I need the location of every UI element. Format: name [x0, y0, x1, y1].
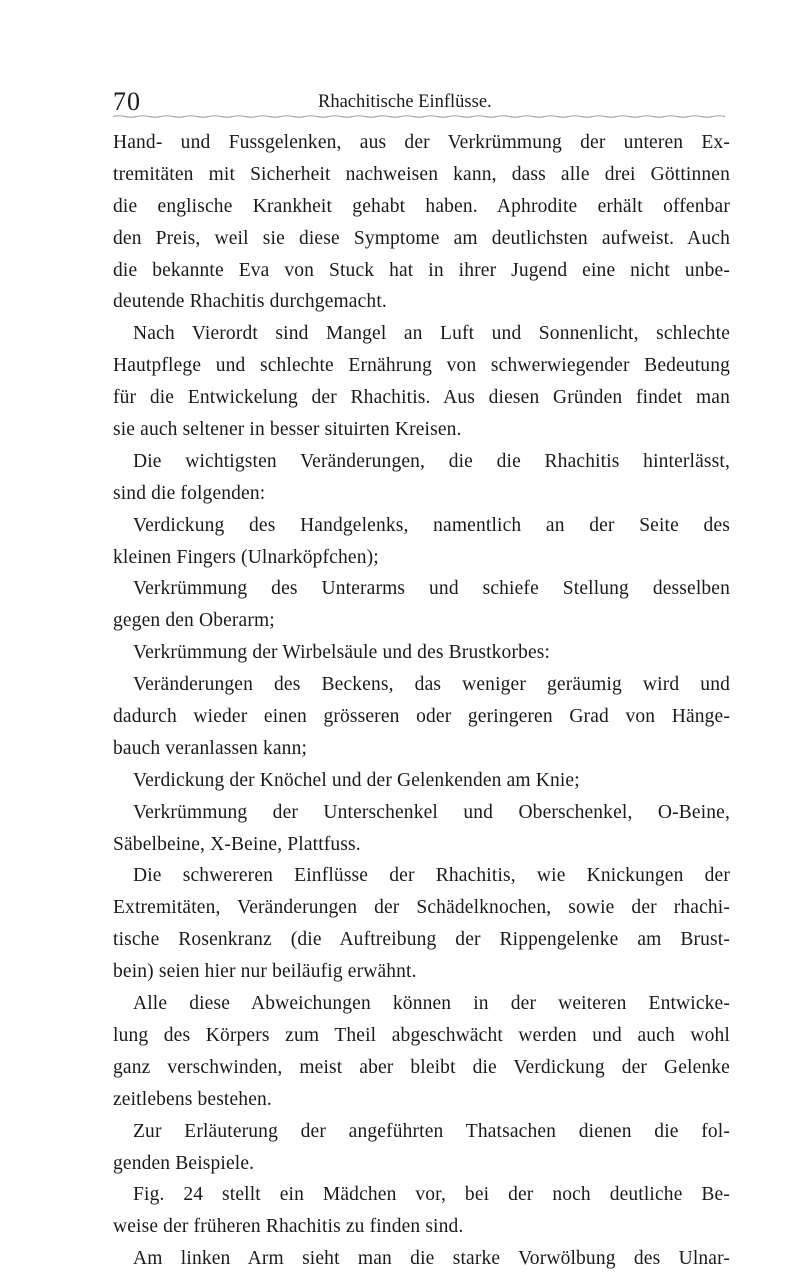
text-line: bauch veranlassen kann;: [113, 737, 308, 759]
text-line: Hand- und Fussgelenken, aus der Verkrümmung der unteren Ex-: [113, 132, 730, 153]
text-line: Verdickung des Handgelenks, namentlich an der Seite des: [133, 514, 730, 536]
text-line: Alle diese Abweichungen können in der weiteren Entwicke-: [133, 993, 730, 1015]
text-line: die bekannte Eva von Stuck hat in ihrer Jugend eine nicht unbe-: [113, 259, 730, 281]
text-line: tremitäten mit Sicherheit nachweisen kann, dass alle drei Göttinnen: [113, 163, 730, 185]
text-line: bein) seien hier nur beiläufig erwähnt.: [113, 961, 417, 983]
body-text: [113, 127, 730, 1275]
text-line: tische Rosenkranz (die Auftreibung der Rippengelenke am Brust-: [113, 929, 730, 951]
text-line: Verkrümmung der Unterschenkel und Oberschenkel, O-Beine,: [133, 801, 730, 823]
text-line: Extremitäten, Veränderungen der Schädelknochen, sowie der rhachi-: [113, 897, 730, 919]
page-header: [113, 84, 726, 120]
text-line: sind die folgenden:: [113, 482, 266, 504]
text-line: sie auch seltener in besser situirten Kreisen.: [113, 419, 462, 441]
text-line: Nach Vierordt sind Mangel an Luft und Sonnenlicht, schlechte: [133, 323, 730, 345]
text-line: Verkrümmung des Unterarms und schiefe Stellung desselben: [133, 578, 730, 600]
text-line: Zur Erläuterung der angeführten Thatsachen dienen die fol-: [133, 1120, 730, 1142]
text-line: ganz verschwinden, meist aber bleibt die Verdickung der Gelenke: [113, 1056, 730, 1078]
text-line: für die Entwickelung der Rhachitis. Aus diesen Gründen findet man: [113, 387, 730, 409]
text-line: lung des Körpers zum Theil abgeschwächt werden und auch wohl: [113, 1024, 730, 1046]
text-line: den Preis, weil sie diese Symptome am deutlichsten aufweist. Auch: [113, 227, 730, 249]
text-line: Veränderungen des Beckens, das weniger geräumig wird und: [133, 674, 730, 696]
text-line: genden Beispiele.: [113, 1152, 255, 1174]
text-line: Verkrümmung der Wirbelsäule und des Brustkorbes:: [133, 642, 551, 664]
text-line: Die schwereren Einflüsse der Rhachitis, wie Knickungen der: [133, 865, 730, 887]
text-line: zeitlebens bestehen.: [113, 1088, 272, 1110]
text-line: gegen den Oberarm;: [113, 610, 275, 632]
text-line: Am linken Arm sieht man die starke Vorwölbung des Ulnar-: [133, 1248, 730, 1270]
text-line: kleinen Fingers (Ulnarköpfchen);: [113, 546, 379, 568]
page-number: 70: [113, 87, 141, 116]
text-line: Verdickung der Knöchel und der Gelenkenden am Knie;: [133, 769, 580, 791]
header-wavy-rule: [113, 115, 726, 118]
running-title: Rhachitische Einflüsse.: [318, 92, 492, 112]
text-line: die englische Krankheit gehabt haben. Aphrodite erhält offenbar: [113, 195, 730, 217]
text-line: dadurch wieder einen grösseren oder geringeren Grad von Hänge-: [113, 706, 730, 728]
text-line: deutende Rhachitis durchgemacht.: [113, 291, 387, 313]
text-line: Fig. 24 stellt ein Mädchen vor, bei der noch deutliche Be-: [133, 1184, 730, 1206]
text-line: Die wichtigsten Veränderungen, die die Rhachitis hinterlässt,: [133, 450, 730, 472]
text-line: Säbelbeine, X-Beine, Plattfuss.: [113, 833, 361, 855]
text-line: Hautpflege und schlechte Ernährung von schwerwiegender Bedeutung: [113, 355, 730, 377]
text-line: weise der früheren Rhachitis zu finden sind.: [113, 1216, 464, 1238]
